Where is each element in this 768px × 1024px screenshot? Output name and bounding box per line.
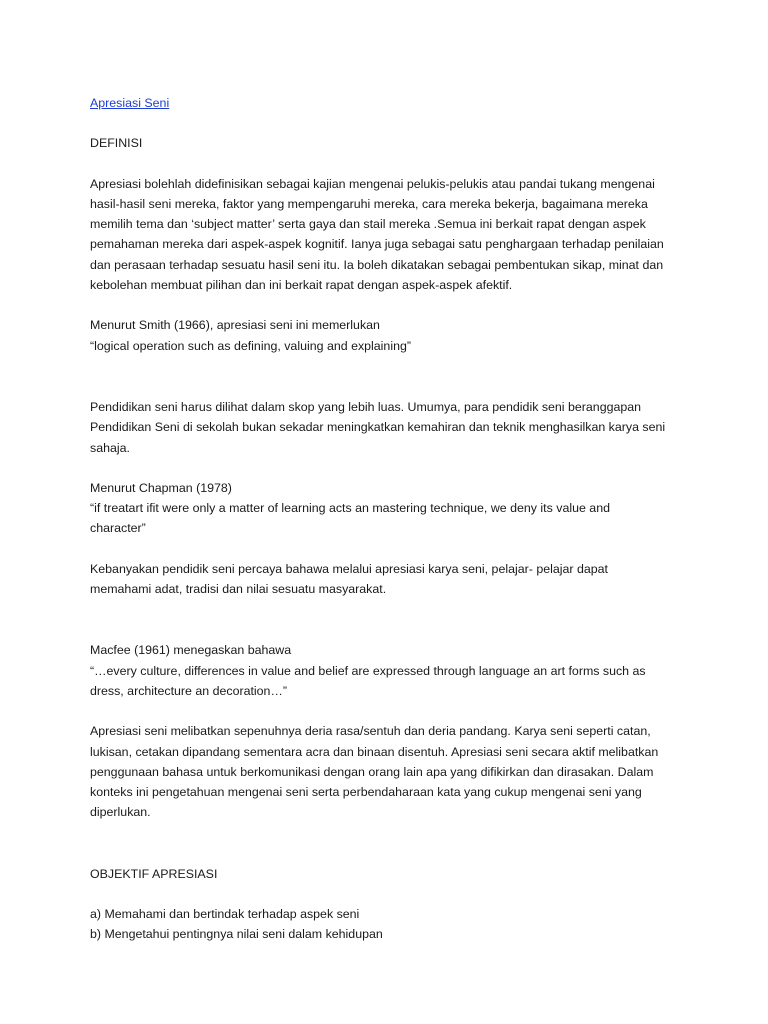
paragraph-line: Pendidikan seni harus dilihat dalam skop yang lebih luas. Umumya, para pendidik seni beranggapan bbox=[90, 399, 642, 414]
kebanyakan-paragraph bbox=[90, 559, 690, 600]
paragraph-line: penggunaan bahasa untuk berkomunikasi dengan orang lain apa yang difikirkan dan dirasakan. Dalam bbox=[90, 764, 654, 779]
spacer bbox=[90, 701, 690, 721]
objektif-heading: OBJEKTIF APRESIASI bbox=[90, 866, 218, 881]
citation-quote: character” bbox=[90, 521, 146, 536]
macfee-citation bbox=[90, 640, 690, 701]
citation-quote: “logical operation such as defining, valuing and explaining” bbox=[90, 338, 411, 353]
objektif-list bbox=[90, 904, 690, 945]
citation-quote: “if treatart ifit were only a matter of learning acts an mastering technique, we deny its value and bbox=[90, 501, 610, 516]
paragraph-line: diperlukan. bbox=[90, 805, 151, 820]
paragraph-line: pemahaman mereka dari aspek-aspek kognitif. Ianya juga sebagai satu penghargaan terhadap penilaian bbox=[90, 237, 664, 252]
paragraph-line: dan perasaan terhadap sesuatu hasil seni itu. Ia boleh dikatakan sebagai pembentukan sikap, minat dan bbox=[90, 257, 664, 272]
paragraph-line: lukisan, cetakan dipandang sementara acra dan binaan disentuh. Apresiasi seni secara aktif melibatkan bbox=[90, 744, 659, 759]
spacer bbox=[90, 113, 690, 133]
citation-quote: “…every culture, differences in value and belief are expressed through language an art forms such as bbox=[90, 663, 646, 678]
spacer bbox=[90, 458, 690, 478]
paragraph-line: hasil-hasil seni mereka, faktor yang mempengaruhi mereka, cara mereka bekerja, bagaimana mereka bbox=[90, 196, 648, 211]
list-item: a) Memahami dan bertindak terhadap aspek seni bbox=[90, 907, 360, 922]
spacer bbox=[90, 823, 690, 864]
citation-intro: Menurut Smith (1966), apresiasi seni ini memerlukan bbox=[90, 318, 380, 333]
melibatkan-paragraph bbox=[90, 721, 690, 822]
definisi-paragraph bbox=[90, 174, 690, 296]
citation-intro: Macfee (1961) menegaskan bahawa bbox=[90, 643, 292, 658]
paragraph-line: kebolehan membuat pilihan dan ini berkait rapat dengan aspek-aspek afektif. bbox=[90, 278, 513, 293]
document-page bbox=[90, 93, 690, 945]
paragraph-line: memahami adat, tradisi dan nilai sesuatu masyarakat. bbox=[90, 582, 387, 597]
spacer bbox=[90, 295, 690, 315]
paragraph-line: Pendidikan Seni di sekolah bukan sekadar meningkatkan kemahiran dan teknik menghasilkan karya seni bbox=[90, 420, 666, 435]
paragraph-line: Apresiasi bolehlah didefinisikan sebagai kajian mengenai pelukis-pelukis atau pandai tukang mengenai bbox=[90, 176, 655, 191]
list-item: b) Mengetahui pentingnya nilai seni dalam kehidupan bbox=[90, 927, 383, 942]
title-link[interactable]: Apresiasi Seni bbox=[90, 96, 170, 110]
spacer bbox=[90, 356, 690, 397]
citation-intro: Menurut Chapman (1978) bbox=[90, 480, 232, 495]
definisi-heading: DEFINISI bbox=[90, 136, 143, 151]
spacer bbox=[90, 539, 690, 559]
paragraph-line: Kebanyakan pendidik seni percaya bahawa melalui apresiasi karya seni, pelajar- pelajar dapat bbox=[90, 561, 608, 576]
smith-citation bbox=[90, 315, 690, 356]
paragraph-line: Apresiasi seni melibatkan sepenuhnya deria rasa/sentuh dan deria pandang. Karya seni seperti catan, bbox=[90, 724, 651, 739]
citation-quote: dress, architecture an decoration…” bbox=[90, 683, 287, 698]
spacer bbox=[90, 599, 690, 640]
spacer bbox=[90, 884, 690, 904]
chapman-citation bbox=[90, 478, 690, 539]
paragraph-line: memilih tema dan ‘subject matter’ serta gaya dan stail mereka .Semua ini berkait rapat dengan aspek bbox=[90, 217, 646, 232]
spacer bbox=[90, 154, 690, 174]
paragraph-line: konteks ini pengetahuan mengenai seni serta perbendaharaan kata yang cukup mengenai seni yang bbox=[90, 785, 642, 800]
pendidikan-paragraph bbox=[90, 397, 690, 458]
paragraph-line: sahaja. bbox=[90, 440, 130, 455]
